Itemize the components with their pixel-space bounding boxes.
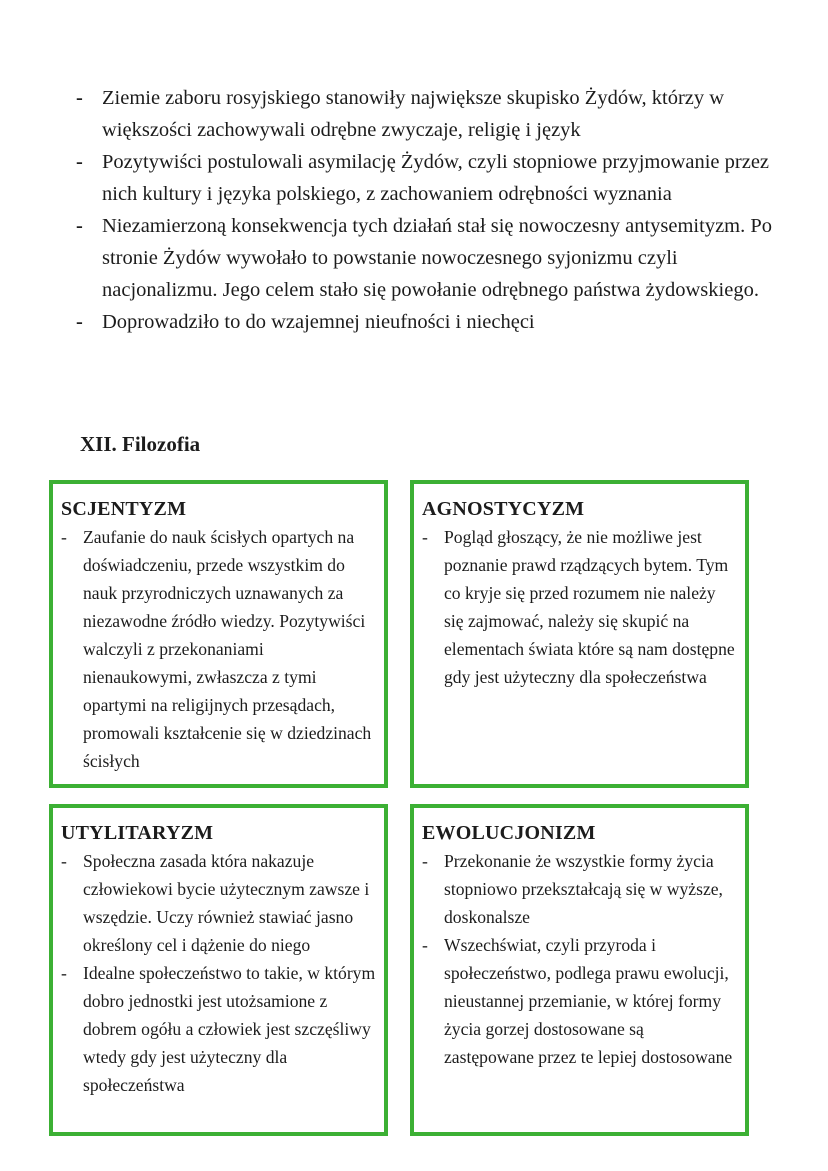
- intro-bullet: [76, 210, 776, 306]
- intro-bullet: [76, 146, 776, 210]
- list-item-text: Idealne społeczeństwo to takie, w którym dobro jednostki jest utożsamione z dobrem ogółu a człowiek jest szczęśliwy wtedy gdy jest użyteczny dla społeczeństwa: [83, 963, 376, 1095]
- list-item: [61, 847, 376, 959]
- intro-bullet-text: Pozytywiści postulowali asymilację Żydów, czyli stopniowe przyjmowanie przez nich kultury i języka polskiego, z zachowaniem odrębności wyznania: [102, 151, 770, 205]
- box-utylitaryzm: [49, 804, 388, 1136]
- section-title: XII. Filozofia: [80, 432, 201, 456]
- dash-icon: -: [76, 151, 83, 173]
- dash-icon: -: [61, 527, 67, 547]
- box-list: [61, 523, 376, 775]
- dash-icon: -: [61, 963, 67, 983]
- box-scjentyzm: [49, 480, 388, 788]
- box-list: [422, 523, 737, 691]
- list-item-text: Przekonanie że wszystkie formy życia stopniowo przekształcają się w wyższe, doskonalsze: [444, 851, 723, 927]
- list-item: [422, 847, 737, 931]
- list-item: [61, 959, 376, 1099]
- list-item-text: Wszechświat, czyli przyroda i społeczeństwo, podlega prawu ewolucji, nieustannej przemianie, w której formy życia gorzej dostosowane są zastępowane przez te lepiej dostosowane: [444, 935, 733, 1067]
- dash-icon: -: [422, 935, 428, 955]
- dash-icon: -: [76, 87, 83, 109]
- list-item: [61, 523, 376, 775]
- dash-icon: -: [422, 527, 428, 547]
- dash-icon: -: [76, 311, 83, 333]
- box-list: [422, 847, 737, 1071]
- box-title: SCJENTYZM: [61, 498, 187, 520]
- box-list: [61, 847, 376, 1099]
- list-item-text: Społeczna zasada która nakazuje człowiekowi bycie użytecznym zawsze i wszędzie. Uczy również stawiać jasno określony cel i dążenie do niego: [83, 851, 370, 955]
- box-ewolucjonizm: [410, 804, 749, 1136]
- box-agnostycyzm: [410, 480, 749, 788]
- list-item: [422, 523, 737, 691]
- intro-bullet: [76, 306, 776, 338]
- list-item-text: Pogląd głoszący, że nie możliwe jest poznanie prawd rządzących bytem. Tym co kryje się przed rozumem nie należy się zajmować, należy się skupić na elementach świata które są nam dostępne gdy jest użyteczny dla społeczeństwa: [444, 527, 735, 687]
- box-title: EWOLUCJONIZM: [422, 822, 596, 844]
- dash-icon: -: [422, 851, 428, 871]
- list-item: [422, 931, 737, 1071]
- dash-icon: -: [61, 851, 67, 871]
- box-title: UTYLITARYZM: [61, 822, 214, 844]
- intro-bullet-text: Niezamierzoną konsekwencja tych działań stał się nowoczesny antysemityzm. Po stronie Żydów wywołało to powstanie nowoczesnego syjonizmu czyli nacjonalizmu. Jego celem stało się powołanie odrębnego państwa żydowskiego.: [102, 215, 773, 301]
- intro-bullet: [76, 82, 776, 146]
- intro-bullet-list: [76, 82, 776, 338]
- intro-bullet-text: Doprowadziło to do wzajemnej nieufności i niechęci: [102, 311, 535, 333]
- list-item-text: Zaufanie do nauk ścisłych opartych na doświadczeniu, przede wszystkim do nauk przyrodniczych uznawanych za niezawodne źródło wiedzy. Pozytywiści walczyli z przekonaniami nienaukowymi, zwłaszcza z tymi opartymi na religijnych przesądach, promowali kształcenie się w dziedzinach ścisłych: [83, 527, 372, 771]
- intro-bullet-text: Ziemie zaboru rosyjskiego stanowiły największe skupisko Żydów, którzy w większości zachowywali odrębne zwyczaje, religię i język: [102, 87, 725, 141]
- box-title: AGNOSTYCYZM: [422, 498, 585, 520]
- dash-icon: -: [76, 215, 83, 237]
